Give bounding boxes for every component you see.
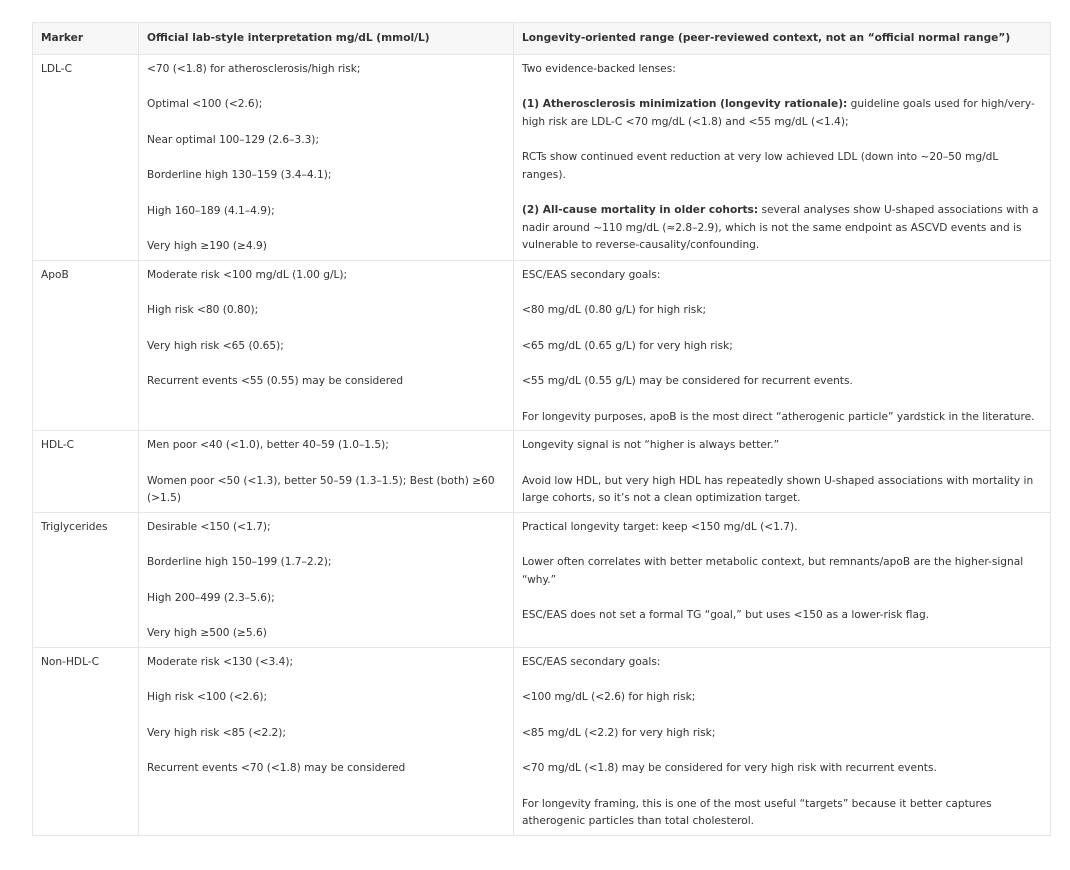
longevity-paragraph-text: <55 mg/dL (0.55 g/L) may be considered for recurrent events. — [522, 375, 853, 387]
header-longevity: Longevity-oriented range (peer-reviewed context, not an “official normal range”) — [514, 23, 1051, 55]
longevity-paragraph — [522, 149, 1042, 184]
longevity-paragraph — [522, 519, 1042, 537]
official-line: Men poor <40 (<1.0), better 40–59 (1.0–1.5); — [147, 439, 389, 451]
official-line: Optimal <100 (<2.6); — [147, 98, 263, 110]
official-line: Borderline high 130–159 (3.4–4.1); — [147, 169, 332, 181]
official-line: Borderline high 150–199 (1.7–2.2); — [147, 556, 332, 568]
official-line: Very high risk <65 (0.65); — [147, 339, 284, 352]
official-line: Very high ≥500 (≥5.6) — [147, 627, 267, 639]
official-line: Moderate risk <130 (<3.4); — [147, 655, 294, 668]
table-row — [33, 431, 1051, 513]
longevity-paragraph — [522, 302, 1042, 320]
longevity-paragraph — [522, 409, 1042, 427]
longevity-paragraph-text: For longevity purposes, apoB is the most direct “atherogenic particle” yardstick in the literature. — [522, 410, 1035, 423]
cell-marker: HDL-C — [33, 431, 139, 513]
official-line: Women poor <50 (<1.3), better 50–59 (1.3–1.5); Best (both) ≥60 (>1.5) — [147, 474, 495, 504]
cell-marker: Non-HDL-C — [33, 647, 139, 835]
table-row — [33, 54, 1051, 260]
lipid-markers-table — [32, 22, 1051, 836]
longevity-paragraph — [522, 473, 1042, 508]
official-line: Very high ≥190 (≥4.9) — [147, 240, 267, 252]
longevity-paragraph — [522, 689, 1042, 707]
table-row — [33, 512, 1051, 647]
longevity-paragraph-text: ESC/EAS does not set a formal TG “goal,” but uses <150 as a lower-risk flag. — [522, 609, 930, 621]
cell-official — [139, 647, 514, 835]
official-line: Near optimal 100–129 (2.6–3.3); — [147, 133, 320, 146]
longevity-paragraph — [522, 654, 1042, 672]
longevity-paragraph-text: several analyses show U-shaped associations with a nadir around ~110 mg/dL (≈2.8–2.9), which is not the same endpoint as ASCVD events and is vulnerable to reverse-causality/confounding. — [522, 204, 1039, 251]
table-row — [33, 647, 1051, 835]
longevity-paragraph — [522, 554, 1042, 589]
cell-official — [139, 431, 514, 513]
longevity-paragraph-text: For longevity framing, this is one of the most useful “targets” because it better captures atherogenic particles than total cholesterol. — [522, 797, 992, 827]
cell-marker: Triglycerides — [33, 512, 139, 647]
longevity-paragraph-text: Two evidence-backed lenses: — [522, 62, 676, 75]
official-line: Recurrent events <55 (0.55) may be considered — [147, 375, 404, 387]
longevity-paragraph — [522, 338, 1042, 356]
longevity-paragraph — [522, 607, 1042, 625]
longevity-paragraph-text: ESC/EAS secondary goals: — [522, 655, 661, 668]
table-body — [33, 54, 1051, 835]
longevity-paragraph — [522, 437, 1042, 455]
longevity-paragraph — [522, 267, 1042, 285]
official-line: <70 (<1.8) for atherosclerosis/high risk; — [147, 62, 361, 75]
official-line: High risk <100 (<2.6); — [147, 691, 268, 703]
official-line: Desirable <150 (<1.7); — [147, 520, 271, 533]
official-line: High 200–499 (2.3–5.6); — [147, 591, 275, 604]
longevity-paragraph — [522, 96, 1042, 131]
cell-marker: ApoB — [33, 260, 139, 431]
cell-official — [139, 54, 514, 260]
longevity-paragraph-text: <80 mg/dL (0.80 g/L) for high risk; — [522, 304, 707, 316]
cell-longevity — [514, 260, 1051, 431]
longevity-paragraph — [522, 796, 1042, 831]
longevity-paragraph-lead: (1) Atherosclerosis minimization (longevity rationale): — [522, 98, 848, 110]
official-line: High 160–189 (4.1–4.9); — [147, 204, 275, 217]
official-line: Very high risk <85 (<2.2); — [147, 726, 287, 739]
cell-longevity — [514, 54, 1051, 260]
cell-longevity — [514, 512, 1051, 647]
longevity-paragraph-lead: (2) All-cause mortality in older cohorts: — [522, 204, 759, 216]
longevity-paragraph-text: Practical longevity target: keep <150 mg/dL (<1.7). — [522, 520, 798, 533]
longevity-paragraph-text: Avoid low HDL, but very high HDL has repeatedly shown U-shaped associations with mortality in large cohorts, so it’s not a clean optimization target. — [522, 474, 1034, 504]
longevity-paragraph — [522, 202, 1042, 255]
longevity-paragraph-text: <70 mg/dL (<1.8) may be considered for very high risk with recurrent events. — [522, 762, 937, 774]
cell-longevity — [514, 647, 1051, 835]
longevity-paragraph-text: <100 mg/dL (<2.6) for high risk; — [522, 691, 696, 703]
cell-longevity — [514, 431, 1051, 513]
longevity-paragraph — [522, 760, 1042, 778]
table-row — [33, 260, 1051, 431]
cell-official — [139, 260, 514, 431]
header-official: Official lab-style interpretation mg/dL (mmol/L) — [139, 23, 514, 55]
cell-marker: LDL-C — [33, 54, 139, 260]
official-line: Moderate risk <100 mg/dL (1.00 g/L); — [147, 268, 348, 281]
longevity-paragraph-text: <65 mg/dL (0.65 g/L) for very high risk; — [522, 339, 733, 352]
table-header-row — [33, 23, 1051, 55]
longevity-paragraph — [522, 373, 1042, 391]
longevity-paragraph-text: ESC/EAS secondary goals: — [522, 268, 661, 281]
longevity-paragraph-text: Lower often correlates with better metabolic context, but remnants/apoB are the higher-signal “why.” — [522, 556, 1024, 586]
official-line: Recurrent events <70 (<1.8) may be considered — [147, 762, 406, 774]
longevity-paragraph-text: Longevity signal is not “higher is always better.” — [522, 439, 780, 451]
header-marker: Marker — [33, 23, 139, 55]
longevity-paragraph-text: guideline goals used for high/very-high risk are LDL-C <70 mg/dL (<1.8) and <55 mg/dL (<1.4); — [522, 98, 1035, 128]
longevity-paragraph — [522, 61, 1042, 79]
longevity-paragraph-text: <85 mg/dL (<2.2) for very high risk; — [522, 726, 716, 739]
longevity-paragraph — [522, 725, 1042, 743]
official-line: High risk <80 (0.80); — [147, 304, 259, 316]
cell-official — [139, 512, 514, 647]
longevity-paragraph-text: RCTs show continued event reduction at very low achieved LDL (down into ~20–50 mg/dL ranges). — [522, 151, 999, 181]
